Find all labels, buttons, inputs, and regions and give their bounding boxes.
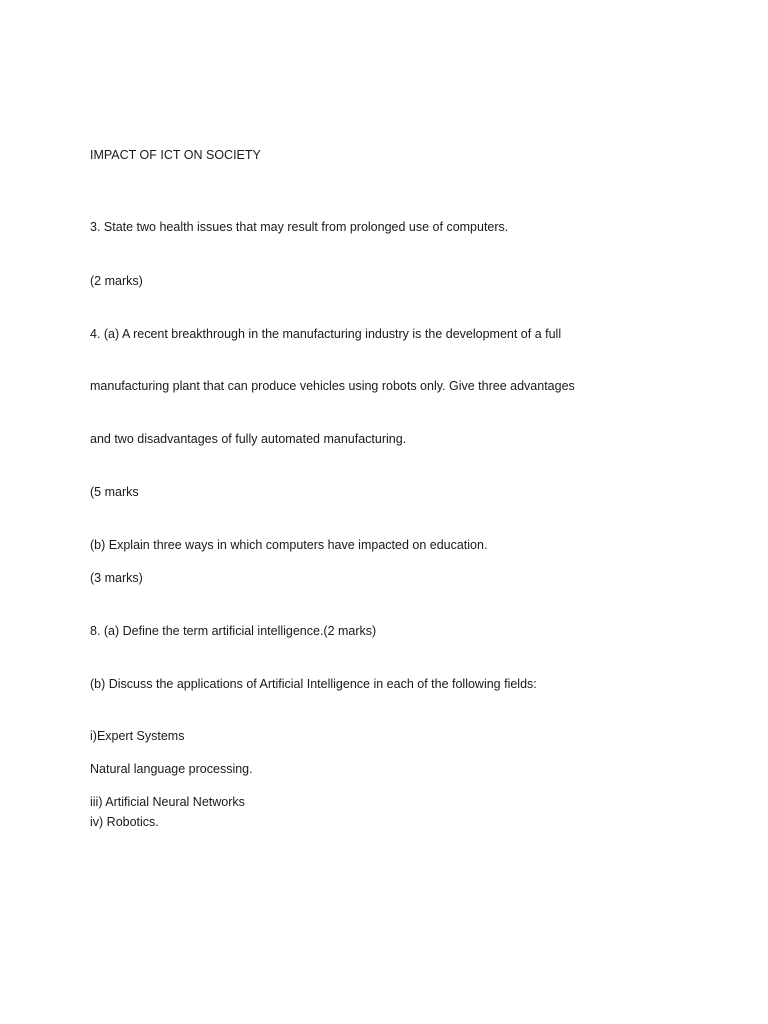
document-title: IMPACT OF ICT ON SOCIETY [90,148,261,162]
list-item-neural-networks: iii) Artificial Neural Networks [90,795,245,809]
question-4b-marks: (3 marks) [90,571,143,585]
question-3-marks: (2 marks) [90,274,143,288]
question-4a-line-1: 4. (a) A recent breakthrough in the manufacturing industry is the development of a full [90,327,562,341]
question-4a-line-2: manufacturing plant that can produce vehicles using robots only. Give three advantages [90,379,575,393]
question-4a-marks: (5 marks [90,485,139,499]
question-8a: 8. (a) Define the term artificial intelligence.(2 marks) [90,624,377,638]
list-item-expert-systems: i)Expert Systems [90,729,185,743]
list-item-natural-language: Natural language processing. [90,762,253,776]
list-item-robotics: iv) Robotics. [90,815,159,829]
question-8b: (b) Discuss the applications of Artificial Intelligence in each of the following fields: [90,677,537,691]
question-3: 3. State two health issues that may result from prolonged use of computers. [90,220,509,234]
question-4b: (b) Explain three ways in which computers have impacted on education. [90,538,488,552]
question-4a-line-3: and two disadvantages of fully automated manufacturing. [90,432,407,446]
